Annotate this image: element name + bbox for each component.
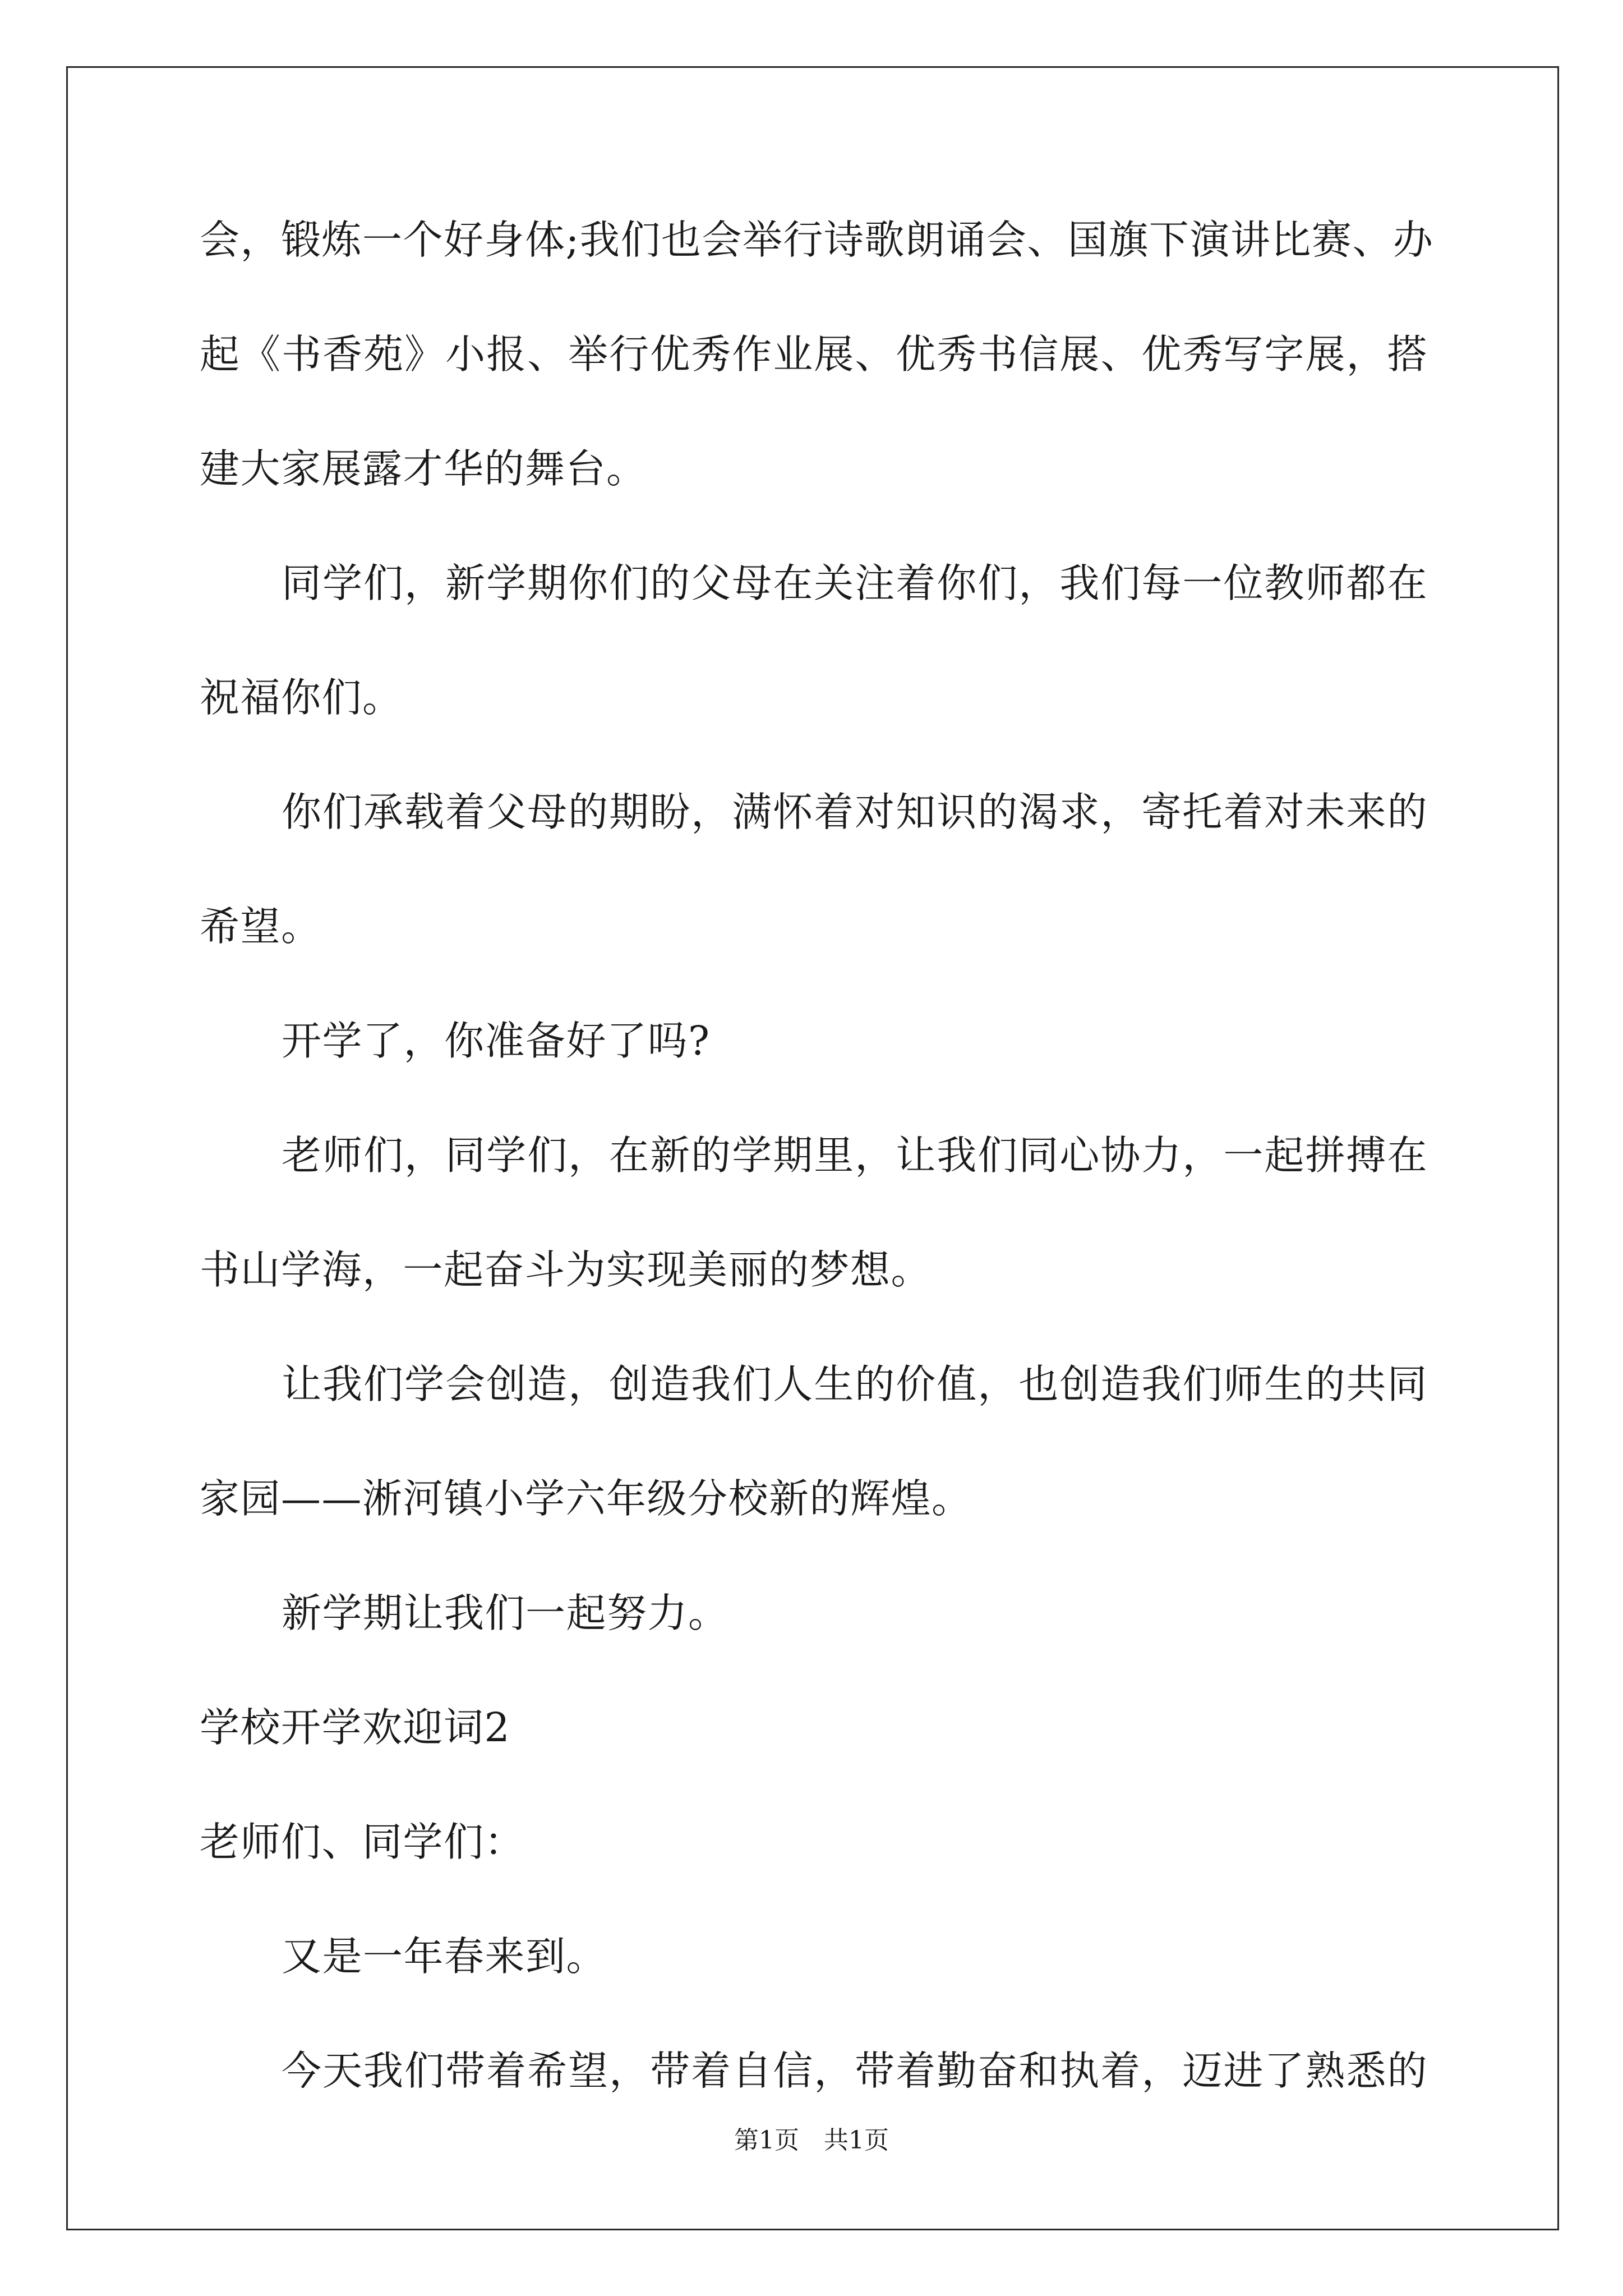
- text-line: 今天我们带着希望，带着自信，带着勤奋和执着，迈进了熟悉的: [282, 2047, 1428, 2094]
- section-heading: 学校开学欢迎词2: [200, 1704, 511, 1751]
- page-number-footer: 第1页 共1页: [734, 2126, 889, 2155]
- text-line: 会，锻炼一个好身体;我们也会举行诗歌朗诵会、国旗下演讲比赛、办: [200, 217, 1434, 263]
- text-line: 建大家展露才华的舞台。: [200, 445, 647, 492]
- text-line: 同学们，新学期你们的父母在关注着你们，我们每一位教师都在: [282, 560, 1428, 606]
- text-line: 希望。: [200, 903, 322, 950]
- salutation: 老师们、同学们：: [200, 1819, 525, 1865]
- text-line: 开学了，你准备好了吗?: [282, 1018, 711, 1064]
- text-line: 祝福你们。: [200, 674, 403, 721]
- text-line: 新学期让我们一起努力。: [282, 1590, 729, 1636]
- text-line: 让我们学会创造，创造我们人生的价值，也创造我们师生的共同: [282, 1361, 1428, 1407]
- text-line: 又是一年春来到。: [282, 1933, 607, 1980]
- text-line: 你们承载着父母的期盼，满怀着对知识的渴求，寄托着对未来的: [282, 789, 1428, 835]
- text-line: 家园——淅河镇小学六年级分校新的辉煌。: [200, 1475, 972, 1522]
- text-line: 老师们，同学们，在新的学期里，让我们同心协力，一起拼搏在: [282, 1132, 1428, 1179]
- text-line: 起《书香苑》小报、举行优秀作业展、优秀书信展、优秀写字展，搭: [200, 331, 1428, 378]
- text-line: 书山学海，一起奋斗为实现美丽的梦想。: [200, 1246, 932, 1293]
